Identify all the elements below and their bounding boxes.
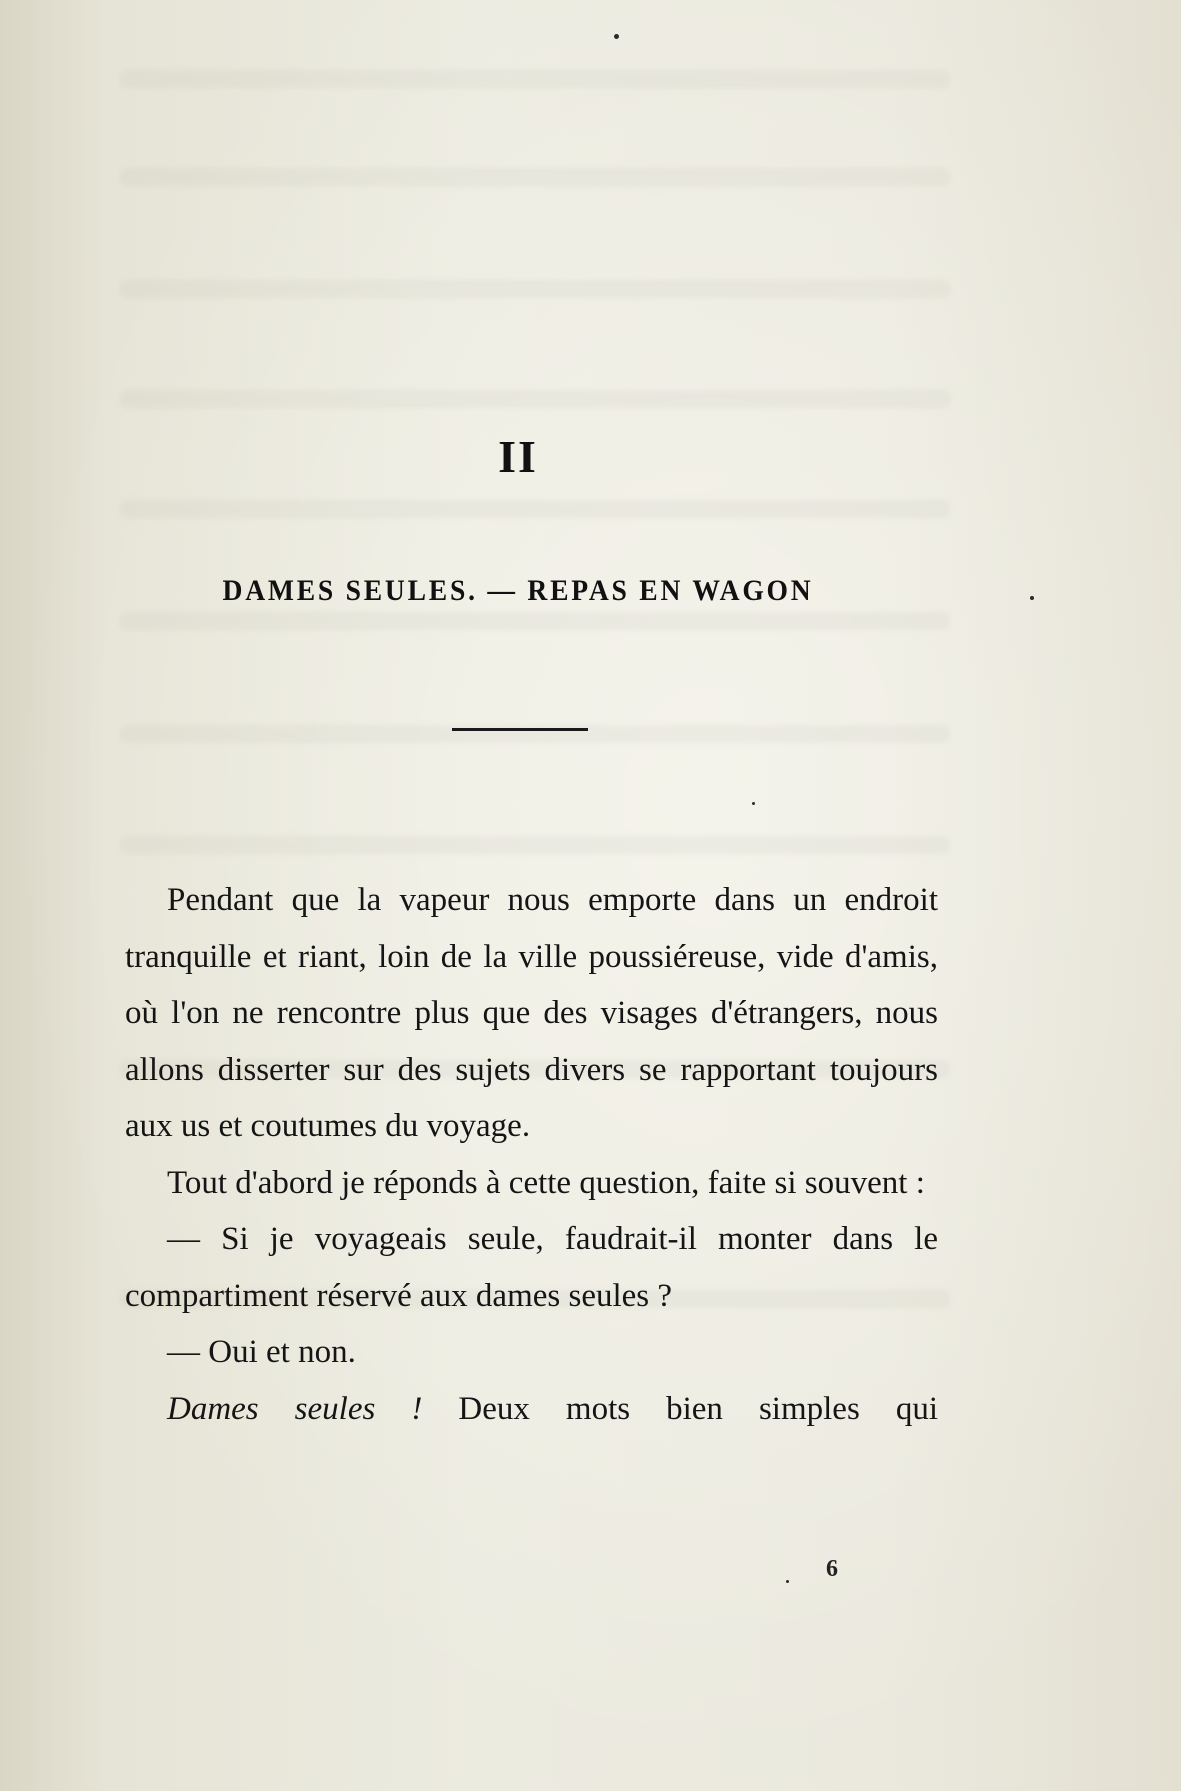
paragraph: Pendant que la vapeur nous emporte dans un endroit tranquille et riant, loin de la ville poussiéreuse, vide d'amis, où l'on ne rencontre plus que des visages d'étrangers, nous allons disserter sur des sujets divers se rapportant toujours aux us et coutumes du voyage. [125, 882, 938, 1144]
paragraph [125, 1381, 938, 1438]
ink-speck [1030, 596, 1034, 600]
ink-speck [614, 34, 619, 39]
paragraph: — Si je voyageais seule, faudrait-il monter dans le compartiment réservé aux dames seules ? [125, 1221, 938, 1314]
chapter-title: DAMES SEULES. — REPAS EN WAGON [222, 574, 814, 607]
bleed-through [120, 280, 950, 298]
body-text [125, 872, 938, 1437]
bleed-through [120, 70, 950, 88]
ink-speck [786, 1580, 789, 1583]
ink-speck [752, 802, 755, 805]
chapter-rule [452, 728, 588, 731]
page-number: 6 [826, 1556, 838, 1582]
paragraph-text: Deux mots bien simples qui [422, 1390, 938, 1427]
chapter-number: II [498, 431, 538, 482]
bleed-through [120, 500, 950, 518]
bleed-through [120, 168, 950, 186]
bleed-through [120, 390, 950, 408]
bleed-through [120, 612, 950, 630]
paragraph: Tout d'abord je réponds à cette question, faite si souvent : [167, 1164, 925, 1201]
emphasis-text: Dames seules ! [167, 1390, 423, 1427]
paragraph: — Oui et non. [167, 1334, 356, 1370]
bleed-through [120, 836, 950, 854]
